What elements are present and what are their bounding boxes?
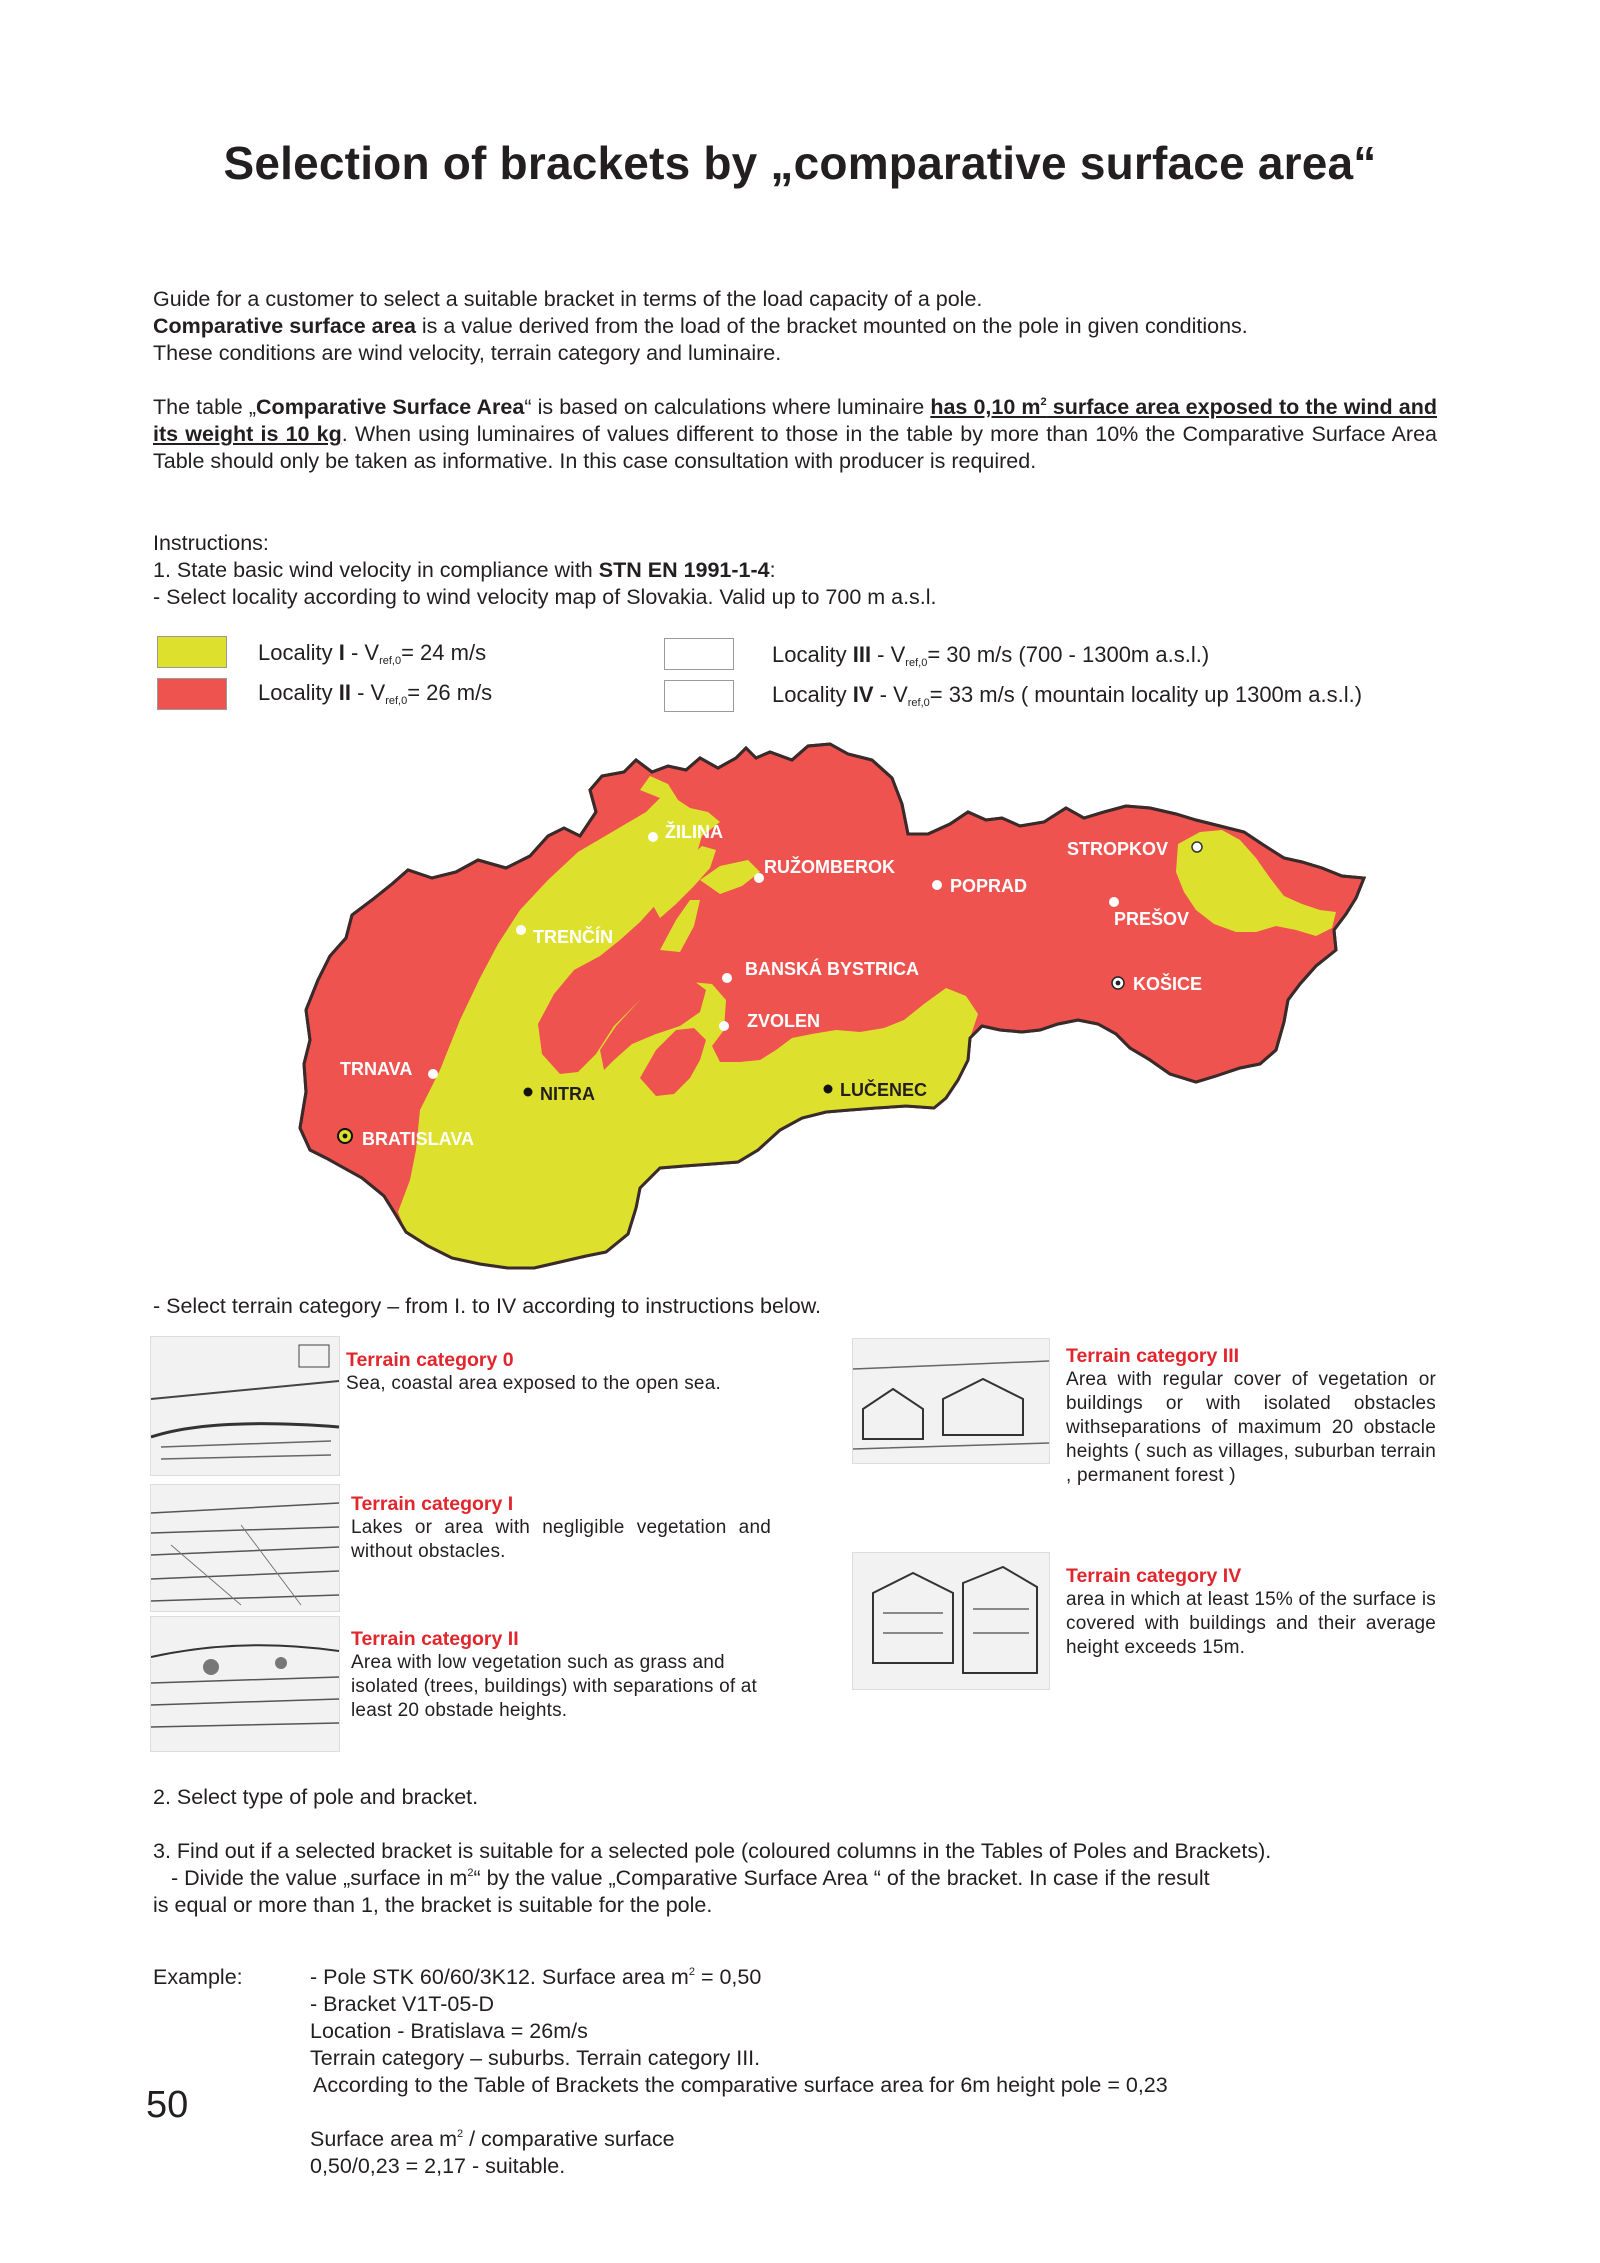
legend-label-locality-1: Locality $I - V_{ref,0}= 24$ m/s [258,640,487,667]
city-label-zilina: ŽILINA [665,822,723,842]
terrain-1-desc: Lakes or area with negligible vegetation and without obstacles. [351,1517,771,1562]
example-line: - Pole STK 60/60/3K12. Surface area $m^2 = 0,50$ [310,1965,762,1989]
terrain-4-sketch [852,1552,1050,1690]
city-marker-presov [1109,897,1119,907]
legend-label-locality-4: Locality IV - $V_{ref,0}= 33$ m/s ( mountain locality up 1300m a.s.l.) [772,682,1363,709]
city-label-stropkov: STROPKOV [1067,839,1169,859]
city-marker-kosice-dot [1116,981,1121,986]
instructions-heading: Instructions: [153,531,269,555]
city-label-ruzomberok: RUŽOMBEROK [764,857,895,877]
example-line: - Bracket V1T-05-D [310,1992,494,2016]
terrain-0-title: Terrain category 0 [346,1349,514,1371]
example-line: Terrain category – suburbs. Terrain category III. [310,2046,761,2070]
step-3-line: is equal or more than 1, the bracket is suitable for the pole. [153,1893,713,1917]
conditions-line: These conditions are wind velocity, terrain category and luminaire. [153,341,782,365]
standard-name: STN EN 1991-1-4 [598,558,770,582]
city-label-poprad: POPRAD [950,876,1028,896]
luminaire-spec-part: surface area exposed to the wind and its weight is 10 kg [153,395,1437,446]
terrain-1-sketch [150,1484,340,1612]
terrain-2-sketch [150,1616,340,1752]
table-note-text: “ is based on calculations where luminaire [524,395,931,419]
step-3 [153,1838,1437,1919]
table-note-text: The table „ [153,395,257,419]
legend-label-locality-3: Locality III - $V_{ref,0}= 30$ m/s (700 - 1300m a.s.l.) [772,642,1210,669]
terrain-category-3 [1066,1344,1436,1488]
city-label-bratislava: BRATISLAVA [362,1129,474,1149]
city-label-trnava: TRNAVA [340,1059,413,1079]
step-1-text: : [769,558,776,582]
terrain-category-0 [346,1348,776,1396]
page-number: 50 [146,2084,189,2126]
example-line: 0,50/0,23 = 2,17 - suitable. [310,2154,566,2178]
city-label-kosice: KOŠICE [1133,974,1203,994]
city-marker-bratislava-dot [343,1134,348,1139]
step-1-sub: - Select locality according to wind velocity map of Slovakia. Valid up to 700 m a.s.l. [153,585,937,609]
city-marker-poprad [932,880,942,890]
page-title: Selection of brackets by „comparative surface area“ [223,137,1377,189]
superscript: 2 [1040,396,1047,408]
terrain-0-desc: Sea, coastal area exposed to the open sea. [346,1373,721,1394]
city-label-nitra: NITRA [540,1084,595,1104]
terrain-3-sketch [852,1338,1050,1464]
terrain-category-1 [351,1492,771,1564]
intro-line: Guide for a customer to select a suitable bracket in terms of the load capacity of a pole. [153,287,983,311]
terrain-category-2 [351,1627,771,1723]
city-marker-nitra [524,1088,533,1097]
terrain-2-title: Terrain category II [351,1628,519,1650]
terrain-1-title: Terrain category I [351,1493,514,1515]
legend-label-locality-2: Locality II - $V_{ref,0}= 26$ m/s [258,680,493,707]
city-label-zvolen: ZVOLEN [747,1011,821,1031]
definition-text: is a value derived from the load of the bracket mounted on the pole in given conditions. [415,314,1248,338]
step-2: 2. Select type of pole and bracket. [153,1785,479,1809]
example-block [310,1964,1168,2180]
example-line: According to the Table of Brackets the comparative surface area for 6m height pole = 0,23 [313,2073,1168,2097]
city-marker-ruzomberok [754,873,764,883]
table-name: Comparative Surface Area [256,395,525,419]
terrain-category-4 [1066,1564,1436,1660]
city-marker-zvolen [719,1021,729,1031]
luminaire-spec-part: has 0,10 m [930,395,1041,419]
city-marker-banska-bystrica [722,973,732,983]
city-marker-trencin [516,925,526,935]
example-line: Surface area $m^2$ / comparative surface [310,2127,675,2151]
city-label-presov: PREŠOV [1114,909,1190,929]
step-3-line: 3. Find out if a selected bracket is suitable for a selected pole (coloured columns in the Tables of Poles and Brackets). [153,1839,1272,1863]
definition-term: Comparative surface area [153,314,416,338]
step-1-text: 1. State basic wind velocity in compliance with [153,558,599,582]
terrain-4-desc: area in which at least 15% of the surface is covered with buildings and their average height exceeds 15m. [1066,1589,1436,1658]
city-marker-trnava [428,1069,438,1079]
terrain-4-title: Terrain category IV [1066,1565,1242,1587]
city-marker-stropkov [1192,842,1202,852]
step-3-line: - Divide the value „surface in $m^2“$ by the value „Comparative Surface Area “ of the bracket. In case if the result [171,1866,1210,1890]
terrain-0-sketch [150,1336,340,1476]
city-label-trencin: TRENČÍN [533,927,613,947]
table-note-text: . When using luminaires of values different to those in the table by more than 10% the Comparative Surface Area Table should only be taken as informative. In this case consultation with producer is required. [153,422,1437,473]
city-marker-zilina [648,832,658,842]
terrain-3-title: Terrain category III [1066,1345,1240,1367]
city-label-banska-bystrica: BANSKÁ BYSTRICA [745,959,920,979]
terrain-intro: - Select terrain category – from I. to IV according to instructions below. [153,1294,822,1318]
example-label: Example: [153,1965,243,1989]
terrain-2-desc: Area with low vegetation such as grass and isolated (trees, buildings) with separations of at least 20 obstade heights. [351,1652,758,1721]
terrain-3-desc: Area with regular cover of vegetation or buildings or with isolated obstacles withseparations of maximum 20 obstacle heights ( such as villages, suburban terrain , permanent forest ) [1066,1369,1436,1486]
city-marker-lucenec [824,1085,833,1094]
city-label-lucenec: LUČENEC [840,1080,928,1100]
example-line: Location - Bratislava = 26m/s [310,2019,588,2043]
